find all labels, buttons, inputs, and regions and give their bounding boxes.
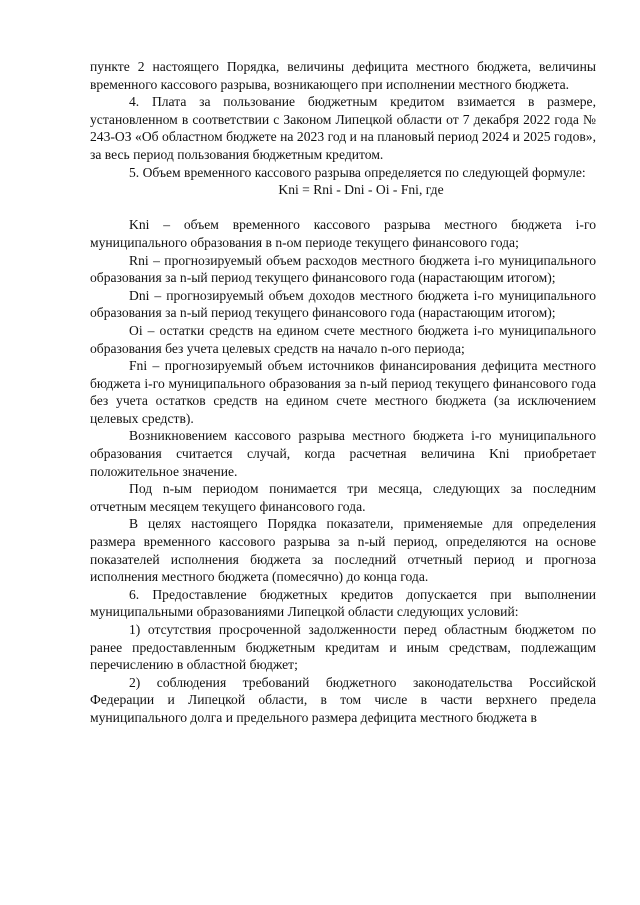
paragraph-continuation: пункте 2 настоящего Порядка, величины дефицита местного бюджета, величины временного кассового разрыва, возникающего при исполнении местного бюджета. [90,59,596,92]
condition-2: 2) соблюдения требований бюджетного законодательства Российской Федерации и Липецкой области, в том числе в части верхнего предела муниципального долга и предельного размера дефицита местного бюджета в [90,674,596,725]
definition-dni: Dni – прогнозируемый объем доходов местного бюджета i-го муниципального образования за n-ый период текущего финансового года (нарастающим итогом); [90,287,596,321]
paragraph-4-fee: 4. Плата за пользование бюджетным кредитом взимается в размере, установленном в соответствии с Законом Липецкой области от 7 декабря 2022 года № 243-ОЗ «Об областном бюджете на 2023 год и на плановый период 2024 и 2025 годов», за весь период пользования бюджетным кредитом. [90,94,596,162]
definition-rni: Rni – прогнозируемый объем расходов местного бюджета i-го муниципального образования за n-ый период текущего финансового года (нарастающим итогом); [90,252,596,286]
spacer [90,199,596,217]
paragraph-5-formula-intro: 5. Объем временного кассового разрыва определяется по следующей формуле: [129,164,586,180]
paragraph-cash-gap: Возникновением кассового разрыва местного бюджета i-го муниципального образования считается случай, когда расчетная величина Kni приобретает положительное значение. [90,428,596,479]
document-page [90,58,596,727]
paragraph-n-period: Под n-ым периодом понимается три месяца, следующих за последним отчетным месяцем текущего финансового года. [90,481,596,514]
definition-oi: Oi – остатки средств на едином счете местного бюджета i-го муниципального образования без учета целевых средств на начало n-ого периода; [90,322,596,356]
condition-1: 1) отсутствия просроченной задолженности перед областным бюджетом по ранее предоставленным бюджетным кредитам и иным средствам, подлежащим перечислению в областной бюджет; [90,622,596,673]
paragraph-indicators: В целях настоящего Порядка показатели, применяемые для определения размера временного кассового разрыва за n-ый период, определяются на основе показателей исполнения бюджета за последний отчетный период и прогноза исполнения местного бюджета (помесячно) до конца года. [90,516,596,585]
definition-fni: Fni – прогнозируемый объем источников финансирования дефицита местного бюджета i-го муниципального образования за n-ый период текущего финансового года без учета остатков средств на едином счете местного бюджета (за исключением целевых средств). [90,358,596,426]
formula: Kni = Rni - Dni - Oi - Fni, где [278,182,444,198]
paragraph-6-conditions: 6. Предоставление бюджетных кредитов допускается при выполнении муниципальными образованиями Липецкой области следующих условий: [90,586,596,620]
definition-kni: Kni – объем временного кассового разрыва местного бюджета i-го муниципального образования в n-ом периоде текущего финансового года; [90,217,596,250]
